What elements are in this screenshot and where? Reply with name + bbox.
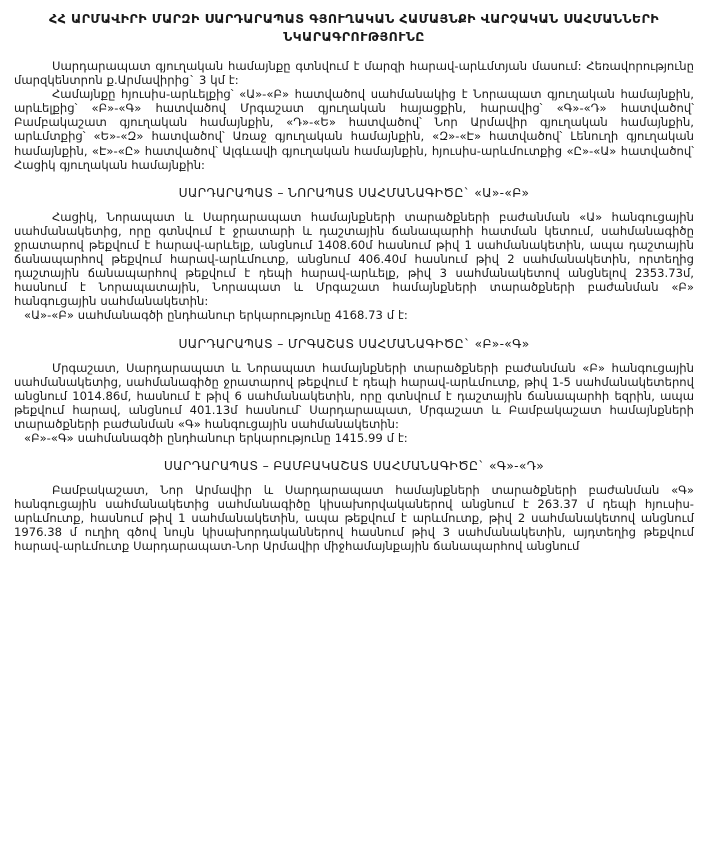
intro-block <box>14 59 694 172</box>
section-b-g-total: «Բ»-«Գ» սահմանագծի ընդհանուր երկարությունը 1415.99 մ է: <box>24 430 408 445</box>
intro-paragraph-1: Սարդարապատ գյուղական համայնքը գտնվում է մարզի հարավ-արևմտյան մասում: Հեռավորությունը մարզկենտրոն ք.Արմավիրից` 3 կմ է: <box>14 59 694 88</box>
page-title-line-1: ՀՀ ԱՐՄԱՎԻՐԻ ՄԱՐԶԻ ՍԱՐԴԱՐԱՊԱՏ ԳՅՈՒՂԱԿԱՆ ՀԱՄԱՅՆՔԻ ՎԱՐՉԱԿԱՆ ՍԱՀՄԱՆՆԵՐԻ <box>48 11 660 26</box>
section-b-g-heading: ՍԱՐԴԱՐԱՊԱՏ – ՄՐԳԱՇԱՏ ՍԱՀՄԱՆԱԳԻԾԸ` «Բ»-«Գ» <box>178 336 530 351</box>
section-g-d-body: Բամբակաշատ, Նոր Արմավիր և Սարդարապատ համայնքների տարածքների բաժանման «Գ» հանգուցային սահմանակետից սահմանագիծը կիսախորվականերով անցնում է 263.37 մ դեպի հյուսիս-արևմուտք, հասնում թիվ 1 սահմանակետին, ապա թեքվում է արևմուտք, թիվ 2 սահմանակետով անցնում 1976.38 մ ուղիղ գծով նույն կիսախորդականներով հասնում թիվ 3 սահմանակետին, այդտեղից թեքվում հարավ-արևմուտք Սարդարապատ-Նոր Արմավիր միջհամայնքային ճանապարհով անցնում <box>14 483 694 554</box>
section-b-g-body: Մրգաշատ, Սարդարապատ և Նորապատ համայնքների տարածքների բաժանման «Բ» հանգուցային սահմանակետից, սահմանագիծը ջրատարով թեքվում է դեպի հարավ-արևմուտք, թիվ 1-5 սահմանակետերով անցնում 1014.86մ, հասնում է թիվ 6 սահմանակետին, որը գտնվում է դաշտային ճանապարհի եզրին, ապա թեքվում հարավ, անցնում 401.13մ հասնում՝ Սարդարապատ, Մրգաշատ և Բամբակաշատ համայնքների տարածքների բաժանման «Գ» հանգուցային սահմանակետին: <box>14 360 694 431</box>
section-a-b-total: «Ա»-«Բ» սահմանագծի ընդհանուր երկարությունը 4168.73 մ է: <box>24 308 408 323</box>
section-g-d-heading: ՍԱՐԴԱՐԱՊԱՏ – ԲԱՄԲԱԿԱՇԱՏ ՍԱՀՄԱՆԱԳԻԾԸ` «Գ»-«Դ» <box>163 459 545 474</box>
section-a-b-heading: ՍԱՐԴԱՐԱՊԱՏ – ՆՈՐԱՊԱՏ ՍԱՀՄԱՆԱԳԻԾԸ` «Ա»-«Բ» <box>178 185 530 200</box>
section-g-d <box>14 458 694 553</box>
section-a-b-body: Հացիկ, Նորապատ և Սարդարապատ համայնքների տարածքների բաժանման «Ա» հանգուցային սահմանակետից, որը գտնվում է ջրատարի և դաշտային ճանապարհի հատման կետում, սահմանագիծը ջրատարով թեքվում է հարավ-արևելք, անցնում 1408.60մ հասնում թիվ 1 սահմանակետին, ապա դաշտային ճանապարհով թեքվում հարավ-արևմուտք, անցնում 406.40մ հասնում թիվ 2 սահմանակետին, որտեղից դաշտային ճանապարհով թեքվում է դեպի հարավ-արևելք, թիվ 3 սահմանակետով անցնելով 2353.73մ, հասնում է Նորապատային, Նորապատ և Մրգաշատ համայնքների տարածքների բաժանման «Բ» հանգուցային սահմանակետին: <box>14 209 694 309</box>
section-b-g <box>14 336 694 446</box>
section-a-b <box>14 185 694 323</box>
page-title-line-2: ՆԿԱՐԱԳՐՈՒԹՅՈՒՆԸ <box>283 29 425 44</box>
page-title <box>20 10 688 46</box>
intro-paragraph-2: Համայնքը հյուսիս-արևելքից՝ «Ա»-«Բ» հատվածով սահմանակից է Նորապատ գյուղական համայնքին, արևելքից՝ «Բ»-«Գ» հատվածով Մրգաշատ գյուղական հայացքին, հարավից՝ «Գ»-«Դ» հատվածով՝ Բամբակաշատ գյուղական համայնքին, «Դ»-«Ե» հատվածով՝ Նոր Արմավիր գյուղական համայնքին, արևմտքից՝ «Ե»-«Զ» հատվածով՝ Առաջ գյուղական համայնքին, «Զ»-«Է» հատվածով՝ Լենուղի գյուղական համայնքին, «Է»-«Ը» հատվածով՝ Ալգևավի գյուղական համայնքին, հյուսիս-արևմուտքից «Ը»-«Ա» հատվածով՝ Հացիկ գյուղական համայնքին: <box>14 87 694 172</box>
